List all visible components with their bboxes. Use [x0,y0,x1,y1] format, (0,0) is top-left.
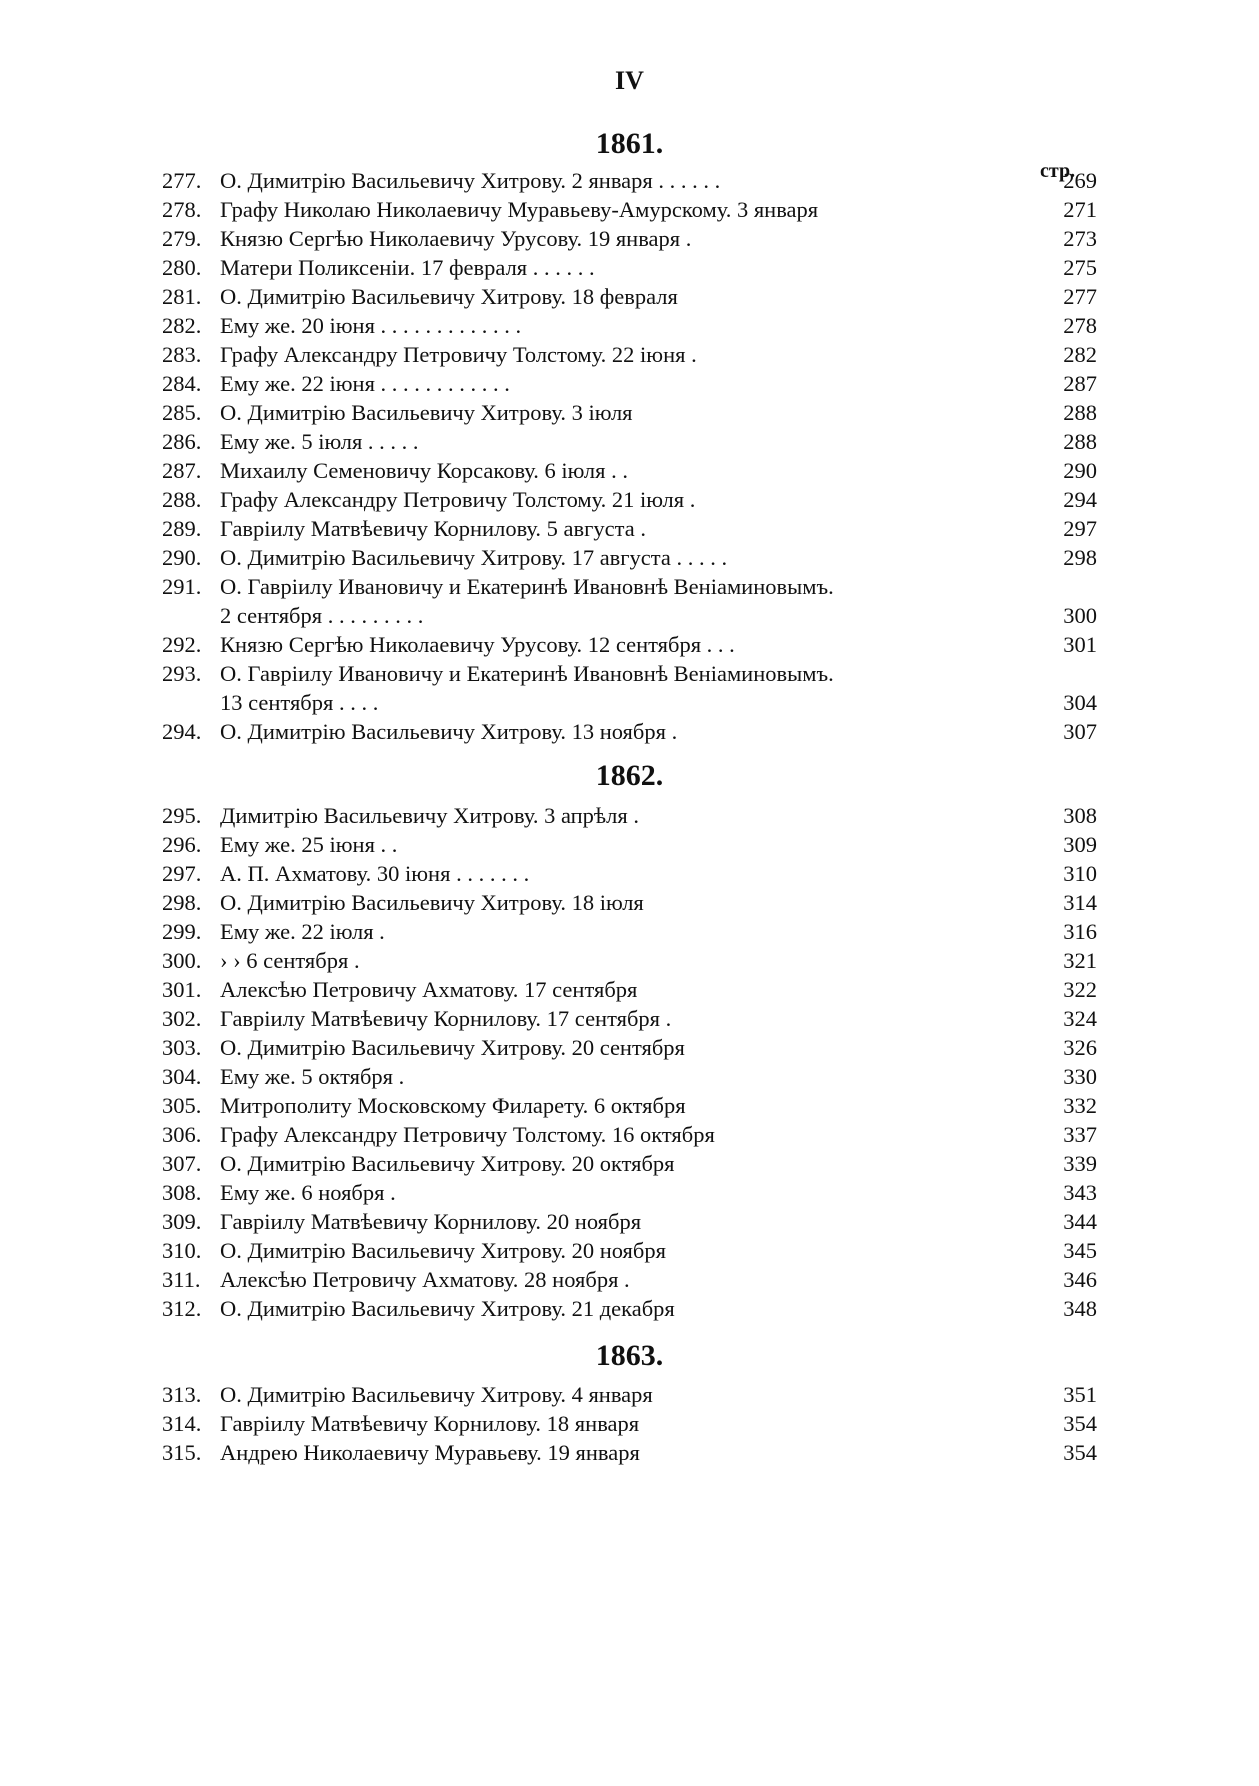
entry-title: О. Димитрію Васильевичу Хитрову. 21 декабря [220,1296,675,1321]
toc-entry [162,801,1097,831]
toc-entry [162,1033,1097,1063]
entry-title: О. Димитрію Васильевичу Хитрову. 18 февраля [220,284,678,309]
entry-title: О. Димитрію Васильевичу Хитрову. 2 января . . . . . . [220,168,721,193]
page-folio: IV [615,66,644,95]
toc-entry [162,859,1097,889]
toc-entry [162,1380,1097,1410]
entry-title: Митрополиту Московскому Филарету. 6 октября [220,1093,686,1118]
entry-number: 282. [162,313,202,338]
entry-title: О. Димитрію Васильевичу Хитрову. 18 іюля [220,890,644,915]
entry-number: 289. [162,516,202,541]
entry-page-number: 310 [1063,861,1097,886]
entry-page-number: 354 [1063,1440,1097,1465]
entry-number: 305. [162,1093,202,1118]
entry-number: 313. [162,1382,202,1407]
entry-page-number: 277 [1063,284,1097,309]
toc-entry [162,1062,1097,1092]
toc-entry [162,1149,1097,1179]
toc-entry [162,282,1097,312]
entry-title: О. Димитрію Васильевичу Хитрову. 4 января [220,1382,653,1407]
entry-number: 292. [162,632,202,657]
entry-title: О. Гавріилу Ивановичу и Екатеринѣ Ивановнѣ Веніаминовымъ. [220,574,834,599]
entry-page-number: 288 [1063,429,1097,454]
entry-title: О. Димитрію Васильевичу Хитрову. 20 ноября [220,1238,666,1263]
toc-entry [162,253,1097,283]
entry-number: 291. [162,574,202,599]
entry-page-number: 298 [1063,545,1097,570]
entry-page-number: 339 [1063,1151,1097,1176]
entry-number: 302. [162,1006,202,1031]
entry-number: 290. [162,545,202,570]
entry-number: 288. [162,487,202,512]
toc-entry [162,888,1097,918]
year-heading: 1862. [595,759,664,792]
entry-page-number: 332 [1063,1093,1097,1118]
toc-entry [162,514,1097,544]
entry-number: 312. [162,1296,202,1321]
entry-number: 297. [162,861,202,886]
entry-number: 310. [162,1238,202,1263]
entry-page-number: 271 [1063,197,1097,222]
entry-title: О. Димитрію Васильевичу Хитрову. 3 іюля [220,400,633,425]
entry-number: 298. [162,890,202,915]
entry-number: 315. [162,1440,202,1465]
entry-number: 277. [162,168,202,193]
toc-entry [162,1294,1097,1324]
entry-title: Графу Александру Петровичу Толстому. 22 іюня . [220,342,697,367]
entry-number: 307. [162,1151,202,1176]
toc-entry [162,1438,1097,1468]
entry-number: 306. [162,1122,202,1147]
entry-number: 286. [162,429,202,454]
toc-entry [162,398,1097,428]
entry-page-number: 314 [1063,890,1097,915]
entry-page-number: 348 [1063,1296,1097,1321]
entry-number: 295. [162,803,202,828]
entry-number: 278. [162,197,202,222]
entry-page-number: 326 [1063,1035,1097,1060]
toc-entry [162,946,1097,976]
entry-title: Михаилу Семеновичу Корсакову. 6 іюля . . [220,458,628,483]
entry-title: Ему же. 6 ноября . [220,1180,396,1205]
entry-title: Князю Сергѣю Николаевичу Урусову. 12 сентября . . . [220,632,735,657]
entry-page-number: 345 [1063,1238,1097,1263]
toc-entry [162,572,1097,602]
toc-entry [162,195,1097,225]
entry-page-number: 322 [1063,977,1097,1002]
entry-title: О. Димитрію Васильевичу Хитрову. 17 августа . . . . . [220,545,728,570]
entry-number: 299. [162,919,202,944]
entry-title: Графу Николаю Николаевичу Муравьеву-Амурскому. 3 января [220,197,819,222]
entry-title: О. Гавріилу Ивановичу и Екатеринѣ Ивановнѣ Веніаминовымъ. [220,661,834,686]
entry-page-number: 330 [1063,1064,1097,1089]
entry-page-number: 294 [1063,487,1097,512]
entry-page-number: 288 [1063,400,1097,425]
toc-entry [162,1120,1097,1150]
entry-title: Алексѣю Петровичу Ахматову. 28 ноября . [220,1267,630,1292]
entry-title: Гавріилу Матвѣевичу Корнилову. 5 августа . [220,516,646,541]
toc-entry [162,1178,1097,1208]
entry-page-number: 321 [1063,948,1097,973]
entry-title: Матери Поликсеніи. 17 февраля . . . . . . [220,255,595,280]
entry-page-number: 282 [1063,342,1097,367]
entry-title: А. П. Ахматову. 30 іюня . . . . . . . [220,861,530,886]
toc-entry [162,427,1097,457]
toc-entry [162,975,1097,1005]
toc-entry [162,1236,1097,1266]
toc-entry [162,340,1097,370]
entry-number: 314. [162,1411,202,1436]
entry-page-number: 308 [1063,803,1097,828]
toc-entry [162,1004,1097,1034]
entry-title: Ему же. 20 іюня . . . . . . . . . . . . . [220,313,522,338]
entry-number: 293. [162,661,202,686]
toc-entry [162,1409,1097,1439]
entry-page-number: 300 [1063,603,1097,628]
entry-title: Гавріилу Матвѣевичу Корнилову. 18 января [220,1411,640,1436]
toc-entry [162,1265,1097,1295]
entry-title: Гавріилу Матвѣевичу Корнилову. 20 ноября [220,1209,642,1234]
entry-number: 285. [162,400,202,425]
toc-entry-continuation [162,688,1097,718]
entry-page-number: 324 [1063,1006,1097,1031]
toc-entry [162,456,1097,486]
entry-title: Ему же. 22 іюня . . . . . . . . . . . . [220,371,510,396]
entry-number: 294. [162,719,202,744]
entry-page-number: 290 [1063,458,1097,483]
toc-entry [162,485,1097,515]
entry-page-number: 287 [1063,371,1097,396]
entry-page-number: 316 [1063,919,1097,944]
toc-entry [162,166,1097,196]
toc-entry [162,543,1097,573]
entry-title: Ему же. 22 іюля . [220,919,385,944]
toc-entry [162,311,1097,341]
entry-number: 283. [162,342,202,367]
entry-title-continuation: 13 сентября . . . . [220,690,379,715]
entry-page-number: 309 [1063,832,1097,857]
toc-entry [162,224,1097,254]
entry-title: Графу Александру Петровичу Толстому. 21 іюля . [220,487,696,512]
entry-page-number: 346 [1063,1267,1097,1292]
entry-title: О. Димитрію Васильевичу Хитрову. 20 октября [220,1151,675,1176]
entry-page-number: 337 [1063,1122,1097,1147]
entry-title-continuation: 2 сентября . . . . . . . . . [220,603,424,628]
entry-title: Димитрію Васильевичу Хитрову. 3 апрѣля . [220,803,639,828]
entry-title: Графу Александру Петровичу Толстому. 16 октября [220,1122,715,1147]
entry-title: Алексѣю Петровичу Ахматову. 17 сентября [220,977,638,1002]
toc-entry [162,1207,1097,1237]
entry-title: Ему же. 5 октября . [220,1064,405,1089]
entry-title: Гавріилу Матвѣевичу Корнилову. 17 сентября . [220,1006,672,1031]
entry-number: 287. [162,458,202,483]
entry-number: 301. [162,977,202,1002]
year-heading: 1863. [595,1339,664,1372]
entry-title: Ему же. 25 іюня . . [220,832,398,857]
entry-page-number: 304 [1063,690,1097,715]
entry-number: 281. [162,284,202,309]
entry-page-number: 344 [1063,1209,1097,1234]
entry-page-number: 307 [1063,719,1097,744]
entry-page-number: 351 [1063,1382,1097,1407]
entry-number: 280. [162,255,202,280]
entry-title: О. Димитрію Васильевичу Хитрову. 13 ноября . [220,719,678,744]
toc-entry [162,717,1097,747]
toc-entry-continuation [162,601,1097,631]
toc-entry [162,830,1097,860]
entry-number: 303. [162,1035,202,1060]
entry-title: Князю Сергѣю Николаевичу Урусову. 19 января . [220,226,692,251]
toc-entry [162,917,1097,947]
entry-number: 309. [162,1209,202,1234]
entry-number: 284. [162,371,202,396]
entry-number: 304. [162,1064,202,1089]
entry-page-number: 269 [1063,168,1097,193]
entry-page-number: 301 [1063,632,1097,657]
entry-title: Андрею Николаевичу Муравьеву. 19 января [220,1440,640,1465]
toc-entry [162,659,1097,689]
entry-page-number: 275 [1063,255,1097,280]
entry-page-number: 278 [1063,313,1097,338]
entry-title: Ему же. 5 іюля . . . . . [220,429,419,454]
entry-number: 311. [162,1267,201,1292]
entry-number: 279. [162,226,202,251]
toc-entry [162,369,1097,399]
entry-number: 308. [162,1180,202,1205]
entry-page-number: 273 [1063,226,1097,251]
entry-page-number: 354 [1063,1411,1097,1436]
toc-entry [162,1091,1097,1121]
entry-number: 296. [162,832,202,857]
entry-page-number: 297 [1063,516,1097,541]
entry-number: 300. [162,948,202,973]
page-column-header: стр. [1040,160,1076,182]
entry-title: О. Димитрію Васильевичу Хитрову. 20 сентября [220,1035,685,1060]
entry-page-number: 343 [1063,1180,1097,1205]
toc-entry [162,630,1097,660]
entry-title: › › 6 сентября . [220,948,360,973]
year-heading: 1861. [595,127,664,160]
